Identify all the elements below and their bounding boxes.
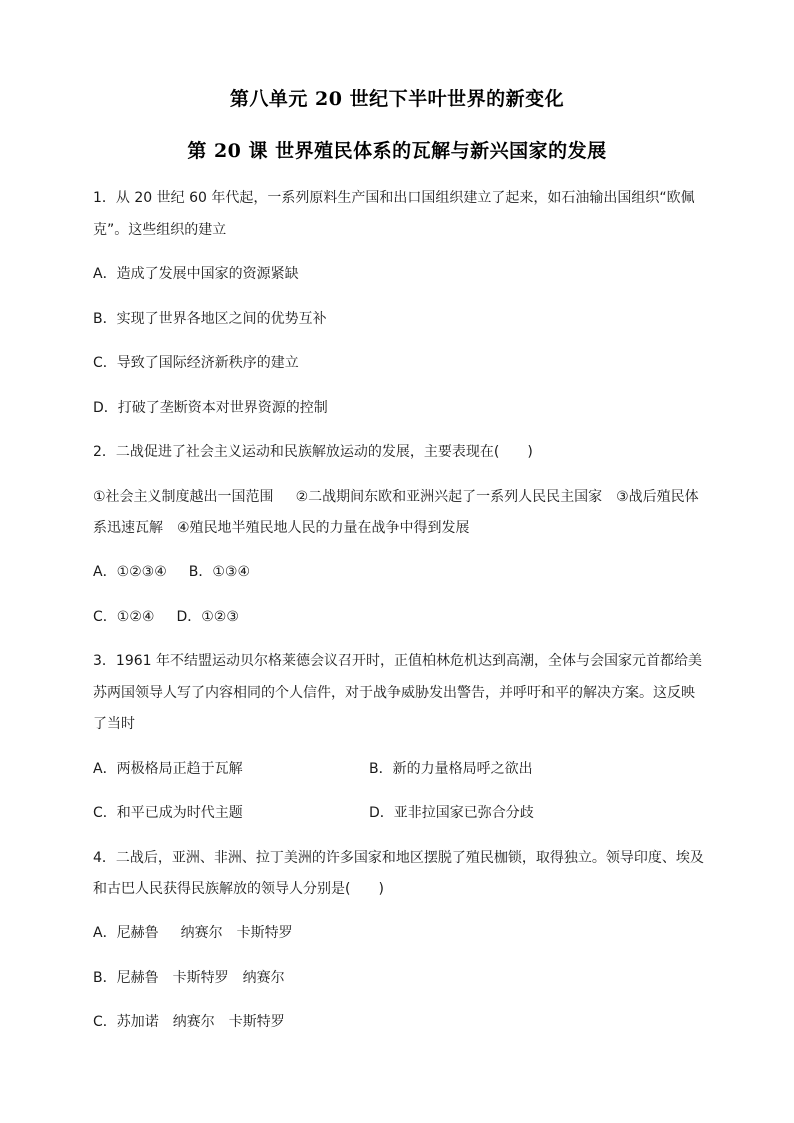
question-2-option-c: C．①②④ bbox=[93, 609, 155, 625]
question-3-option-a: A．两极格局正趋于瓦解 bbox=[93, 761, 243, 777]
question-4-option-c-name-2: 纳赛尔 bbox=[172, 1014, 215, 1030]
question-4-option-b-name-1: B．尼赫鲁 bbox=[93, 970, 159, 986]
question-2-option-d: D．①②③ bbox=[176, 609, 239, 625]
question-4-option-a-name-3: 卡斯特罗 bbox=[236, 925, 293, 941]
question-4-option-a-name-2: 纳赛尔 bbox=[180, 925, 223, 941]
question-2-items-line-2 bbox=[93, 518, 470, 538]
question-1-option-c: C．导致了国际经济新秩序的建立 bbox=[93, 355, 299, 371]
question-4-option-b-name-2: 卡斯特罗 bbox=[172, 970, 229, 986]
question-3-option-d: D．亚非拉国家已弥合分歧 bbox=[369, 805, 534, 821]
question-2-items-line-1 bbox=[93, 487, 699, 507]
question-4-option-a-name-1: A．尼赫鲁 bbox=[93, 925, 159, 941]
question-2-options-row-2 bbox=[93, 607, 239, 627]
question-4-option-b-name-3: 纳赛尔 bbox=[242, 970, 285, 986]
question-1-stem-line-2: 克”。这些组织的建立 bbox=[93, 222, 227, 238]
question-1-option-d: D．打破了垄断资本对世界资源的控制 bbox=[93, 400, 328, 416]
question-4-stem-line-1: 4．二战后，亚洲、非洲、拉丁美洲的许多国家和地区摆脱了殖民枷锁，取得独立。领导印度、埃及 bbox=[93, 850, 704, 866]
question-1-option-a: A．造成了发展中国家的资源紧缺 bbox=[93, 266, 299, 282]
lesson-title: 第 20 课 世界殖民体系的瓦解与新兴国家的发展 bbox=[187, 140, 607, 162]
question-2-stem: 2．二战促进了社会主义运动和民族解放运动的发展，主要表现在( ) bbox=[93, 444, 533, 460]
question-3-stem-line-2: 苏两国领导人写了内容相同的个人信件，对于战争威胁发出警告，并呼吁和平的解决方案。这反映 bbox=[93, 685, 695, 701]
question-4-option-c-name-3: 卡斯特罗 bbox=[228, 1014, 285, 1030]
question-3-stem-line-1: 3．1961 年不结盟运动贝尔格莱德会议召开时，正值柏林危机达到高潮，全体与会国家元首都给美 bbox=[93, 653, 702, 669]
question-2-item-3-part-1: ③战后殖民体 bbox=[616, 489, 699, 505]
question-4-option-b bbox=[93, 968, 285, 988]
question-2-options-row-1 bbox=[93, 562, 250, 582]
unit-title: 第八单元 20 世纪下半叶世界的新变化 bbox=[229, 88, 565, 110]
question-2-item-2: ②二战期间东欧和亚洲兴起了一系列人民民主国家 bbox=[295, 489, 603, 505]
question-2-option-b: B．①③④ bbox=[188, 564, 251, 580]
question-1-stem-line-1: 1．从 20 世纪 60 年代起，一系列原料生产国和出口国组织建立了起来，如石油输出国组织“欧佩 bbox=[93, 190, 695, 206]
question-3-stem-line-3: 了当时 bbox=[93, 716, 135, 732]
question-3-option-b: B．新的力量格局呼之欲出 bbox=[369, 761, 533, 777]
question-4-option-c-name-1: C．苏加诺 bbox=[93, 1014, 159, 1030]
question-3-option-c: C．和平已成为时代主题 bbox=[93, 805, 243, 821]
question-4-option-a bbox=[93, 923, 293, 943]
question-2-item-1: ①社会主义制度越出一国范围 bbox=[93, 489, 274, 505]
question-1-option-b: B．实现了世界各地区之间的优势互补 bbox=[93, 311, 327, 327]
question-4-option-c bbox=[93, 1012, 285, 1032]
question-2-option-a: A．①②③④ bbox=[93, 564, 167, 580]
question-2-item-4: ④殖民地半殖民地人民的力量在战争中得到发展 bbox=[177, 520, 470, 536]
question-2-item-3-part-2: 系迅速瓦解 bbox=[93, 520, 163, 536]
question-4-stem-line-2: 和古巴人民获得民族解放的领导人分别是( ) bbox=[93, 881, 384, 897]
